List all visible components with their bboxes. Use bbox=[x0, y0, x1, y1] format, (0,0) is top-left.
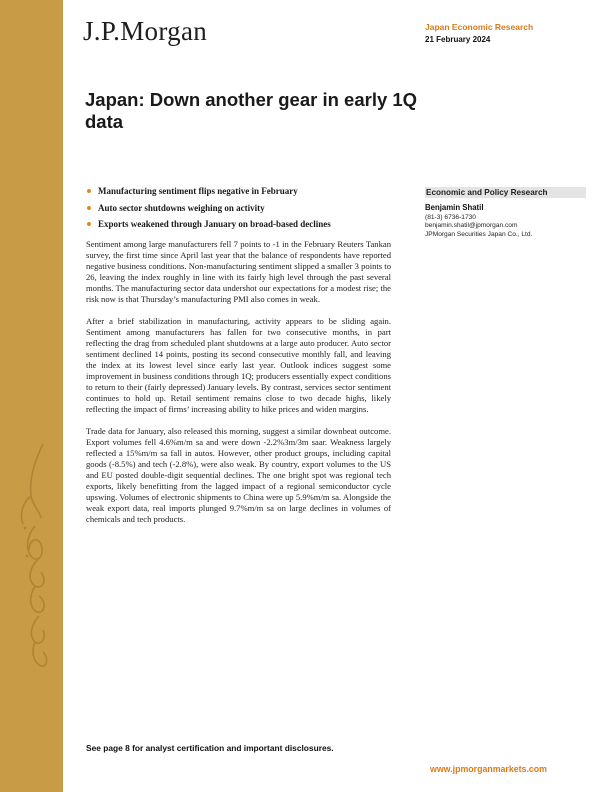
left-gold-sidebar bbox=[0, 0, 63, 792]
analyst-name: Benjamin Shatil bbox=[425, 203, 484, 212]
analyst-phone: (81-3) 6736-1730 bbox=[425, 213, 476, 221]
jpmorgan-logo: J.P.Morgan bbox=[83, 16, 208, 46]
body-paragraph: Sentiment among large manufacturers fell 7 points to -1 in the February Reuters Tankan survey, the first time since April last year that the balance of respondents have reported negative business conditions. Non-manufacturing sentiment slipped a smaller 3 points to 26, leaving the index roughly in line with its fairly high level through the past several months. The manufacturing sector data undershot our expectations for a modest rise; the risk now is that Thursday’s manufacturing PMI also comes in weak. bbox=[86, 239, 391, 304]
body-paragraph: Trade data for January, also released this morning, suggest a similar downbeat outcome. Export volumes fell 4.6%m/m sa and were down -2.2%3m/3m saar. Weakness largely reflected a 15%m/m sa fall in autos. However, other product groups, including capital goods (-8.5%) and tech (-2.8%), were also weak. By country, export volumes to the US and EU posted double-digit sequential declines. The one bright spot was regional tech exports, likely benefitting from the lagged impact of a regional semiconductor cycle upswing. Volumes of electronic shipments to China were up 5.9%m/m sa. Alongside the weak export data, real imports plunged 9.7%m/m sa on large declines in volumes of chemicals and tech products. bbox=[86, 426, 391, 524]
website-link[interactable]: www.jpmorganmarkets.com bbox=[430, 764, 547, 774]
report-date: 21 February 2024 bbox=[425, 35, 491, 44]
key-point: Manufacturing sentiment flips negative in February bbox=[86, 185, 386, 199]
disclosure-note: See page 8 for analyst certification and important disclosures. bbox=[86, 743, 334, 753]
key-points-list bbox=[86, 185, 386, 235]
department-label: Japan Economic Research bbox=[425, 22, 534, 32]
key-point: Exports weakened through January on broad-based declines bbox=[86, 218, 386, 232]
research-section-label: Economic and Policy Research bbox=[425, 187, 586, 198]
analyst-email[interactable]: benjamin.shatil@jpmorgan.com bbox=[425, 222, 518, 229]
key-point: Auto sector shutdowns weighing on activity bbox=[86, 202, 386, 216]
analyst-company: JPMorgan Securities Japan Co., Ltd. bbox=[425, 230, 533, 238]
body-paragraph: After a brief stabilization in manufacturing, activity appears to be sliding again. Sentiment among manufacturers has fallen for two consecutive months, in part reflecting the drag from scheduled plant shutdowns at a large auto producer. Auto sector sentiment declined 14 points, posting its second consecutive monthly fall, and leaving the index at its lowest level since early last year. Outlook indices suggest some improvement in business conditions through 1Q; producers essentially expect conditions to return to their (fairly depressed) January levels. By contrast, services sector sentiment continues to hold up. Retail sentiment remains close to two decade highs, likely reflecting the impact of firms’ increasing ability to hike prices and widen margins. bbox=[86, 316, 391, 414]
report-title: Japan: Down another gear in early 1Q data bbox=[85, 89, 418, 132]
report-header bbox=[425, 22, 533, 44]
jpmorgan-watermark-signature bbox=[5, 440, 63, 680]
report-body bbox=[86, 239, 391, 536]
analyst-contact-panel bbox=[425, 187, 586, 238]
